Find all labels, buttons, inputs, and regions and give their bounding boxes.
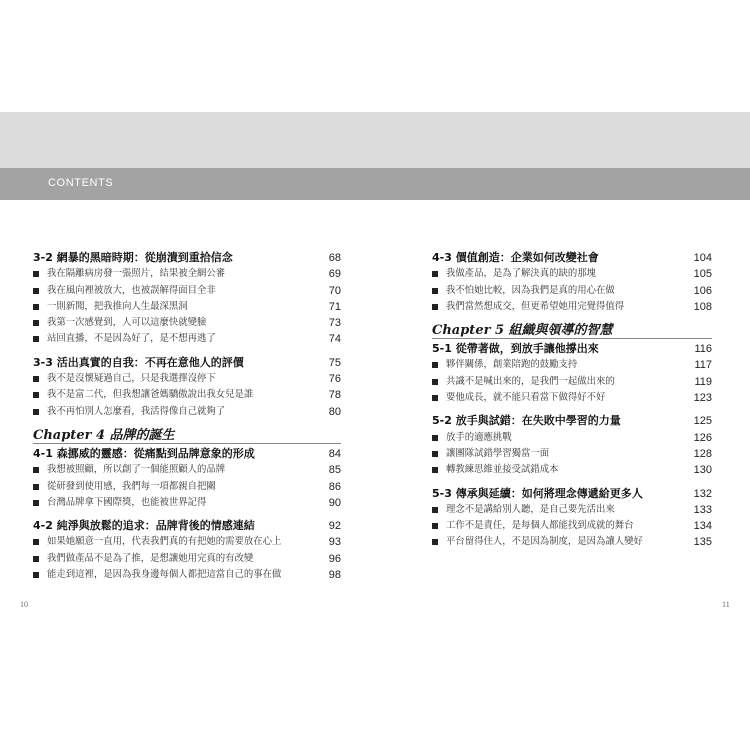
square-bullet-icon bbox=[33, 484, 39, 490]
chapter-heading bbox=[432, 317, 712, 341]
toc-section[interactable] bbox=[33, 446, 341, 462]
item-title: 我們當然想成交，但更希望她用完覺得值得 bbox=[446, 300, 625, 312]
item-title: 站回直播，不是因為好了，是不想再逃了 bbox=[47, 333, 216, 345]
square-bullet-icon bbox=[33, 336, 39, 342]
section-title: 4-1 森挪威的靈感：從痛點到品牌意象的形成 bbox=[33, 446, 255, 460]
page-ref: 69 bbox=[328, 268, 341, 281]
square-bullet-icon bbox=[432, 539, 438, 545]
square-bullet-icon bbox=[33, 288, 39, 294]
item-title: 工作不是責任，是每個人都能找到成就的舞台 bbox=[446, 520, 634, 532]
page-ref: 106 bbox=[693, 284, 712, 297]
toc-item[interactable] bbox=[33, 387, 341, 403]
toc-item[interactable] bbox=[33, 283, 341, 299]
spacer bbox=[432, 479, 712, 486]
toc-section[interactable] bbox=[33, 518, 341, 534]
square-bullet-icon bbox=[33, 500, 39, 506]
square-bullet-icon bbox=[33, 271, 39, 277]
page-ref: 93 bbox=[328, 536, 341, 549]
page-ref: 108 bbox=[693, 300, 712, 313]
toc-item[interactable] bbox=[33, 495, 341, 511]
toc-item[interactable] bbox=[33, 299, 341, 315]
item-title: 要他成長，就不能只看當下做得好不好 bbox=[446, 392, 606, 404]
page-ref: 117 bbox=[694, 359, 712, 372]
square-bullet-icon bbox=[33, 376, 39, 382]
chapter-title: Chapter 4 品牌的誕生 bbox=[33, 427, 175, 443]
toc-item[interactable] bbox=[432, 266, 712, 282]
item-title: 轉教練思維並接受試錯成本 bbox=[446, 464, 559, 476]
page-number-right: 11 bbox=[722, 600, 730, 609]
square-bullet-icon bbox=[432, 304, 438, 310]
item-title: 我在隔離病房發一張照片，結果被全網公審 bbox=[47, 268, 226, 280]
item-title: 平台留得住人，不是因為制度，是因為讓人變好 bbox=[446, 536, 643, 548]
square-bullet-icon bbox=[33, 467, 39, 473]
square-bullet-icon bbox=[432, 467, 438, 473]
square-bullet-icon bbox=[432, 362, 438, 368]
item-title: 我們做產品不是為了推，是想讓她用完真的有改變 bbox=[47, 552, 254, 564]
page-ref: 86 bbox=[328, 480, 341, 493]
square-bullet-icon bbox=[432, 395, 438, 401]
toc-item[interactable] bbox=[432, 430, 712, 446]
page-ref: 75 bbox=[328, 356, 341, 369]
item-title: 如果她願意一直用，代表我們真的有把她的需要放在心上 bbox=[47, 536, 282, 548]
square-bullet-icon bbox=[33, 572, 39, 578]
item-title: 一則新聞，把我推向人生最深黑洞 bbox=[47, 300, 188, 312]
square-bullet-icon bbox=[432, 523, 438, 529]
section-title: 5-1 從帶著做，到放手讓他撐出來 bbox=[432, 342, 599, 356]
page-ref: 78 bbox=[328, 389, 341, 402]
item-title: 夥伴關係，創業陪跑的鼓勵支持 bbox=[446, 359, 578, 371]
toc-item[interactable] bbox=[432, 502, 712, 518]
page-ref: 74 bbox=[328, 333, 341, 346]
header-band-light bbox=[0, 112, 750, 168]
page-ref: 80 bbox=[328, 405, 341, 418]
toc-item[interactable] bbox=[432, 357, 712, 373]
item-title: 我不是沒懷疑過自己，只是我選擇沒停下 bbox=[47, 373, 216, 385]
square-bullet-icon bbox=[33, 320, 39, 326]
toc-section[interactable] bbox=[432, 486, 712, 502]
page-ref: 119 bbox=[694, 375, 712, 388]
section-title: 4-3 價值創造：企業如何改變社會 bbox=[432, 251, 599, 264]
toc-item[interactable] bbox=[432, 374, 712, 390]
page-ref: 132 bbox=[693, 487, 712, 500]
item-title: 我在風向裡被放大，也被誤解得面目全非 bbox=[47, 284, 216, 296]
toc-item[interactable] bbox=[432, 283, 712, 299]
item-title: 理念不是講給別人聽，是自己要先活出來 bbox=[446, 503, 615, 515]
toc-item[interactable] bbox=[432, 462, 712, 478]
page-ref: 105 bbox=[693, 268, 712, 281]
page-ref: 134 bbox=[693, 520, 712, 533]
toc-item[interactable] bbox=[33, 331, 341, 347]
square-bullet-icon bbox=[33, 409, 39, 415]
item-title: 能走到這裡，是因為我身邊每個人都把這當自己的事在做 bbox=[47, 569, 282, 581]
item-title: 我第一次感覺到，人可以這麼快就變臉 bbox=[47, 317, 207, 329]
section-title: 3-2 網暴的黑暗時期：從崩潰到重拾信念 bbox=[33, 251, 233, 264]
page-number-left: 10 bbox=[20, 600, 28, 609]
page-ref: 126 bbox=[693, 431, 712, 444]
toc-item[interactable] bbox=[33, 534, 341, 550]
toc-column-right bbox=[432, 250, 712, 551]
item-title: 我不是富二代，但我想讓爸媽驕傲說出我女兒是誰 bbox=[47, 389, 254, 401]
square-bullet-icon bbox=[432, 507, 438, 513]
toc-item[interactable] bbox=[33, 404, 341, 420]
page-ref: 130 bbox=[693, 464, 712, 477]
page-ref: 96 bbox=[328, 552, 341, 565]
section-title: 3-3 活出真實的自我：不再在意他人的評價 bbox=[33, 355, 244, 369]
item-title: 我做產品，是為了解決真的缺的那塊 bbox=[446, 268, 597, 280]
contents-title: CONTENTS bbox=[48, 177, 114, 189]
toc-item[interactable] bbox=[432, 518, 712, 534]
page-ref: 116 bbox=[694, 343, 712, 356]
page-ref: 90 bbox=[328, 496, 341, 509]
page-ref: 73 bbox=[328, 317, 341, 330]
section-title: 5-3 傳承與延續：如何將理念傳遞給更多人 bbox=[432, 486, 643, 500]
toc-item[interactable] bbox=[33, 551, 341, 567]
square-bullet-icon bbox=[432, 271, 438, 277]
chapter-heading bbox=[33, 422, 341, 446]
page-ref: 128 bbox=[693, 447, 712, 460]
square-bullet-icon bbox=[33, 304, 39, 310]
item-title: 讓團隊試錯學習獨當一面 bbox=[446, 447, 550, 459]
item-title: 我不怕她比較，因為我們是真的用心在做 bbox=[446, 284, 615, 296]
toc-column-left bbox=[33, 250, 341, 583]
item-title: 我不再怕別人怎麼看，我活得像自己就夠了 bbox=[47, 405, 226, 417]
chapter-title: Chapter 5 組織與領導的智慧 bbox=[432, 323, 613, 339]
spacer bbox=[33, 511, 341, 518]
page-ref: 104 bbox=[693, 252, 712, 264]
toc-section[interactable] bbox=[432, 341, 712, 357]
square-bullet-icon bbox=[33, 392, 39, 398]
page-ref: 84 bbox=[328, 447, 341, 460]
square-bullet-icon bbox=[33, 539, 39, 545]
item-title: 放手的適應挑戰 bbox=[446, 431, 512, 443]
square-bullet-icon bbox=[33, 556, 39, 562]
toc-item[interactable] bbox=[33, 315, 341, 331]
toc-item[interactable] bbox=[33, 371, 341, 387]
page-ref: 135 bbox=[693, 536, 712, 549]
section-title: 4-2 純淨與放鬆的追求：品牌背後的情感連結 bbox=[33, 519, 255, 533]
toc-item[interactable] bbox=[432, 534, 712, 550]
square-bullet-icon bbox=[432, 451, 438, 457]
page-ref: 70 bbox=[328, 284, 341, 297]
page-ref: 123 bbox=[693, 392, 712, 405]
spacer bbox=[33, 348, 341, 355]
spacer bbox=[432, 406, 712, 413]
page-ref: 125 bbox=[693, 415, 712, 428]
item-title: 從研發到使用感，我們每一項都親自把關 bbox=[47, 480, 216, 492]
toc-item[interactable] bbox=[432, 446, 712, 462]
item-title: 台灣品牌拿下國際獎，也能被世界記得 bbox=[47, 496, 207, 508]
toc-section[interactable] bbox=[432, 250, 712, 266]
page-ref: 133 bbox=[693, 503, 712, 516]
toc-item[interactable] bbox=[33, 462, 341, 478]
page-ref: 92 bbox=[328, 520, 341, 533]
page-ref: 68 bbox=[328, 252, 341, 264]
toc-section[interactable] bbox=[33, 355, 341, 371]
toc-item[interactable] bbox=[432, 299, 712, 315]
toc-item[interactable] bbox=[33, 479, 341, 495]
chapter-underline bbox=[33, 443, 341, 444]
square-bullet-icon bbox=[432, 288, 438, 294]
square-bullet-icon bbox=[432, 435, 438, 441]
page-ref: 98 bbox=[328, 569, 341, 582]
toc-section[interactable] bbox=[33, 250, 341, 266]
item-title: 我想被照顧，所以創了一個能照顧人的品牌 bbox=[47, 464, 226, 476]
item-title: 共識不是喊出來的，是我們一起做出來的 bbox=[446, 375, 615, 387]
toc-item[interactable] bbox=[33, 567, 341, 583]
toc-item[interactable] bbox=[432, 390, 712, 406]
page-ref: 71 bbox=[328, 300, 341, 313]
toc-section[interactable] bbox=[432, 413, 712, 429]
toc-item[interactable] bbox=[33, 266, 341, 282]
square-bullet-icon bbox=[432, 379, 438, 385]
page-ref: 85 bbox=[328, 464, 341, 477]
chapter-underline bbox=[432, 338, 712, 339]
page-ref: 76 bbox=[328, 373, 341, 386]
section-title: 5-2 放手與試錯：在失敗中學習的力量 bbox=[432, 414, 621, 428]
